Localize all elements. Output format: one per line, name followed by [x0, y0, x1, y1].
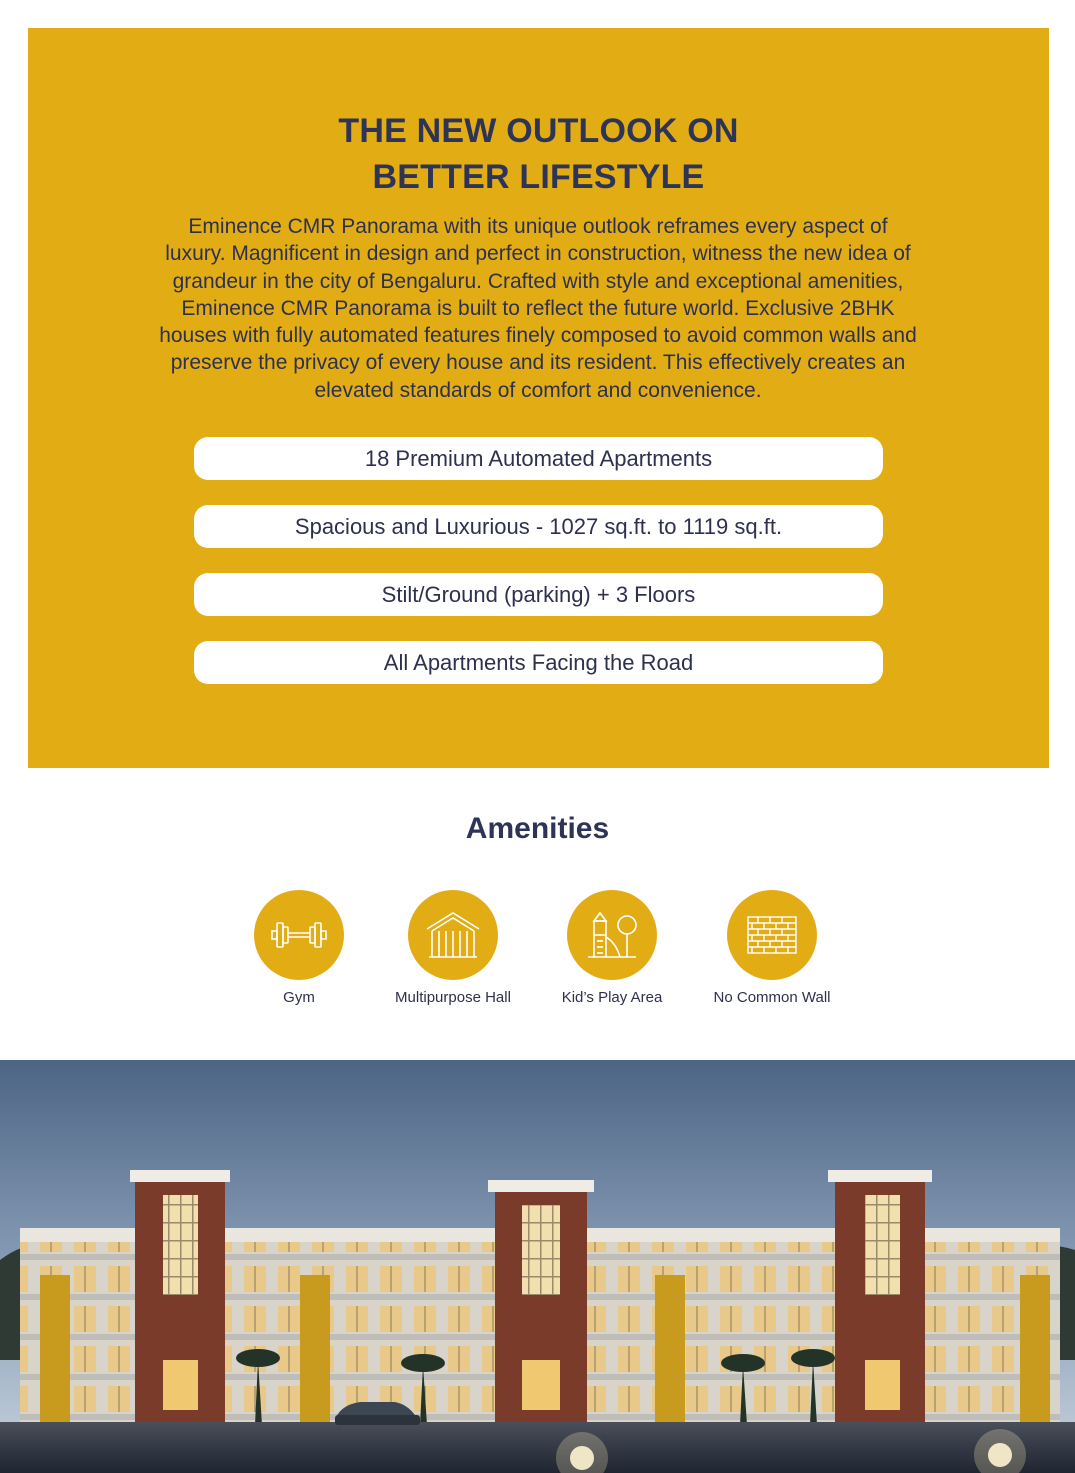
amenity-no-common-wall	[692, 890, 852, 1006]
amenity-multipurpose-hall	[373, 890, 533, 1006]
feature-pill: Stilt/Ground (parking) + 3 Floors	[194, 573, 883, 616]
amenity-kids-play-area	[532, 890, 692, 1006]
amenity-label: Gym	[283, 989, 315, 1006]
feature-list	[194, 437, 883, 709]
building-render-image	[0, 1060, 1075, 1473]
hero-title-line1: THE NEW OUTLOOK ON	[338, 112, 739, 150]
amenity-label: Kid’s Play Area	[561, 989, 663, 1006]
amenity-label: Multipurpose Hall	[395, 989, 511, 1006]
hero-title	[28, 108, 1049, 200]
brick-wall-icon	[727, 890, 817, 980]
feature-pill: All Apartments Facing the Road	[194, 641, 883, 684]
amenity-label: No Common Wall	[713, 989, 831, 1006]
amenities-list	[0, 890, 1075, 1010]
playground-icon	[567, 890, 657, 980]
hall-icon	[408, 890, 498, 980]
feature-pill: Spacious and Luxurious - 1027 sq.ft. to 1119 sq.ft.	[194, 505, 883, 548]
amenity-gym	[219, 890, 379, 1006]
hero-panel	[28, 28, 1049, 768]
dumbbell-icon	[254, 890, 344, 980]
feature-pill: 18 Premium Automated Apartments	[194, 437, 883, 480]
hero-title-line2: BETTER LIFESTYLE	[372, 158, 705, 196]
amenities-title: Amenities	[465, 812, 610, 845]
hero-description: Eminence CMR Panorama with its unique outlook reframes every aspect of luxury. Magnificent in design and perfect in construction, witness the new idea of grandeur in the city of Bengaluru. Crafted with style and exceptional amenities, Eminence CMR Panorama is built to reflect the future world. Exclusive 2BHK houses with fully automated features finely composed to avoid common walls and preserve the privacy of every house and its resident. This effectively creates an elevated standards of comfort and convenience.	[159, 215, 917, 402]
